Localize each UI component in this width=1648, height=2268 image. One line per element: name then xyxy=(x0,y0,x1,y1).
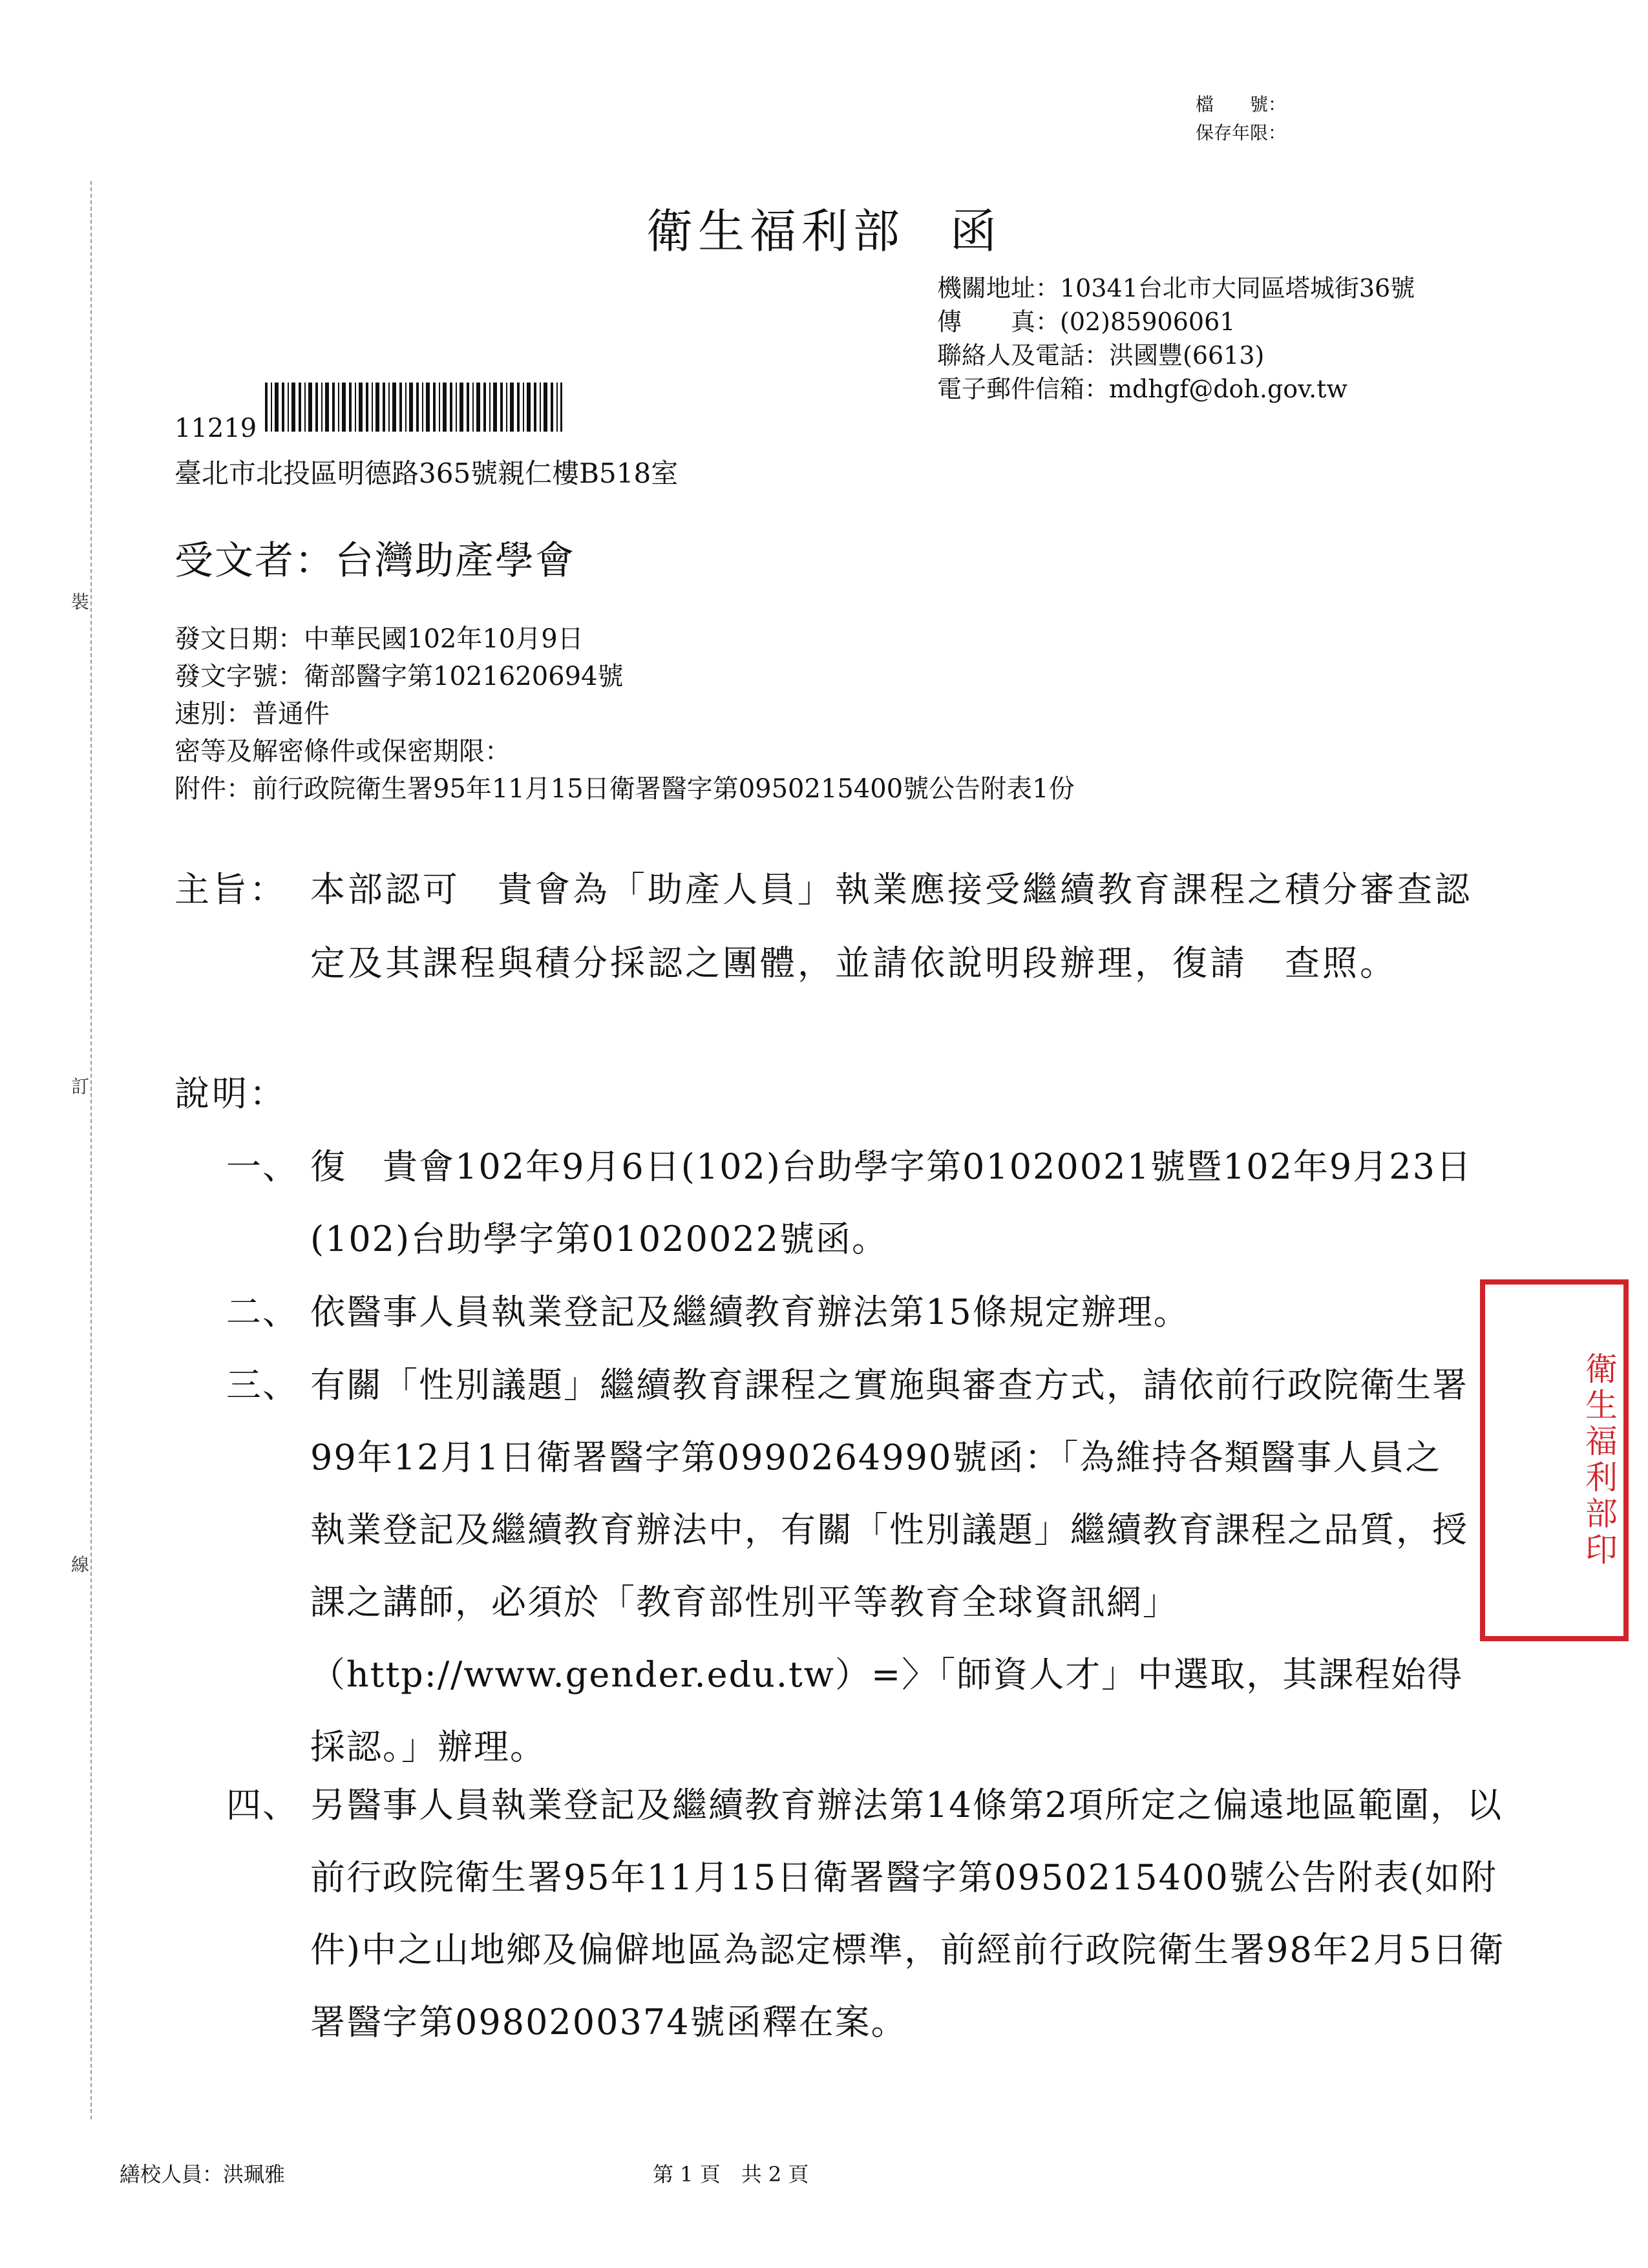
contact-email: 電子郵件信箱：mdhgf@doh.gov.tw xyxy=(937,375,1348,403)
document-type: 函 xyxy=(950,204,1002,258)
binding-mark-zhuang: 裝 xyxy=(71,591,90,613)
subject-text: 本部認可 貴會為「助產人員」執業應接受繼續教育課程之積分審查認定及其課程與積分採認之團體，並請依說明段辦理，復請 查照。 xyxy=(310,869,1472,983)
item-number: 二、 xyxy=(226,1292,299,1332)
subject-label: 主旨： xyxy=(174,869,287,910)
recipient: 受文者：台灣助產學會 xyxy=(174,538,575,583)
postal-code: 11219 xyxy=(174,414,257,443)
contact-person: 聯絡人及電話：洪國豐(6613) xyxy=(937,341,1265,370)
delivery-speed: 速別：普通件 xyxy=(174,699,330,729)
page-indicator: 第 1 頁 共 2 頁 xyxy=(653,2162,809,2187)
item-text: 另醫事人員執業登記及繼續教育辦法第14條第2項所定之偏遠地區範圍，以前行政院衛生署95年11月15日衛署醫字第0950215400號公告附表(如附件)中之山地鄉及偏僻地區為認定標準，前經前行政院衛生署98年2月5日衛署醫字第0980200374號函釋在案。 xyxy=(310,1785,1505,2042)
item-number: 一、 xyxy=(226,1146,299,1187)
binding-mark-ding: 訂 xyxy=(71,1076,90,1097)
document-info xyxy=(174,620,1075,808)
proofreader: 繕校人員：洪珮雅 xyxy=(120,2162,286,2187)
binding-mark-xian: 線 xyxy=(71,1554,90,1575)
item-number: 四、 xyxy=(226,1785,299,1825)
document-number: 發文字號：衛部醫字第1021620694號 xyxy=(174,662,624,691)
item-text: 復 貴會102年9月6日(102)台助學字第01020021號暨102年9月23日(102)台助學字第01020022號函。 xyxy=(310,1146,1472,1259)
attachment: 附件：前行政院衛生署95年11月15日衛署醫字第0950215400號公告附表1份 xyxy=(174,774,1075,804)
item-number: 三、 xyxy=(226,1365,299,1405)
official-seal: 衛生福利部印 xyxy=(1480,1279,1629,1641)
agency-contact-block xyxy=(937,271,1415,406)
document-title xyxy=(0,194,1648,261)
secrecy-level: 密等及解密條件或保密期限： xyxy=(174,737,511,766)
agency-fax: 傳 真：(02)85906061 xyxy=(937,308,1236,336)
item-text: 依醫事人員執業登記及繼續教育辦法第15條規定辦理。 xyxy=(310,1292,1190,1332)
recipient-address: 臺北市北投區明德路365號親仁樓B518室 xyxy=(174,457,679,489)
item-text: 有關「性別議題」繼續教育課程之實施與審查方式，請依前行政院衛生署99年12月1日衛署醫字第0990264990號函：「為維持各類醫事人員之執業登記及繼續教育辦法中，有關「性別議題」繼續教育課程之品質，授課之講師，必須於「教育部性別平等教育全球資訊網」（http://www.gender.edu.tw）=〉「師資人才」中選取，其課程始得採認。」辦理。 xyxy=(310,1365,1468,1767)
agency-address: 機關地址：10341台北市大同區塔城街36號 xyxy=(937,274,1415,302)
retention-period-label: 保存年限： xyxy=(1195,122,1286,143)
file-number-label: 檔 號： xyxy=(1195,94,1286,115)
binding-margin-line xyxy=(90,181,92,2119)
postal-barcode xyxy=(265,383,562,432)
explanation-label: 說明： xyxy=(174,1073,287,1114)
agency-name: 衛生福利部 xyxy=(646,204,905,258)
issue-date: 發文日期：中華民國102年10月9日 xyxy=(174,624,584,654)
